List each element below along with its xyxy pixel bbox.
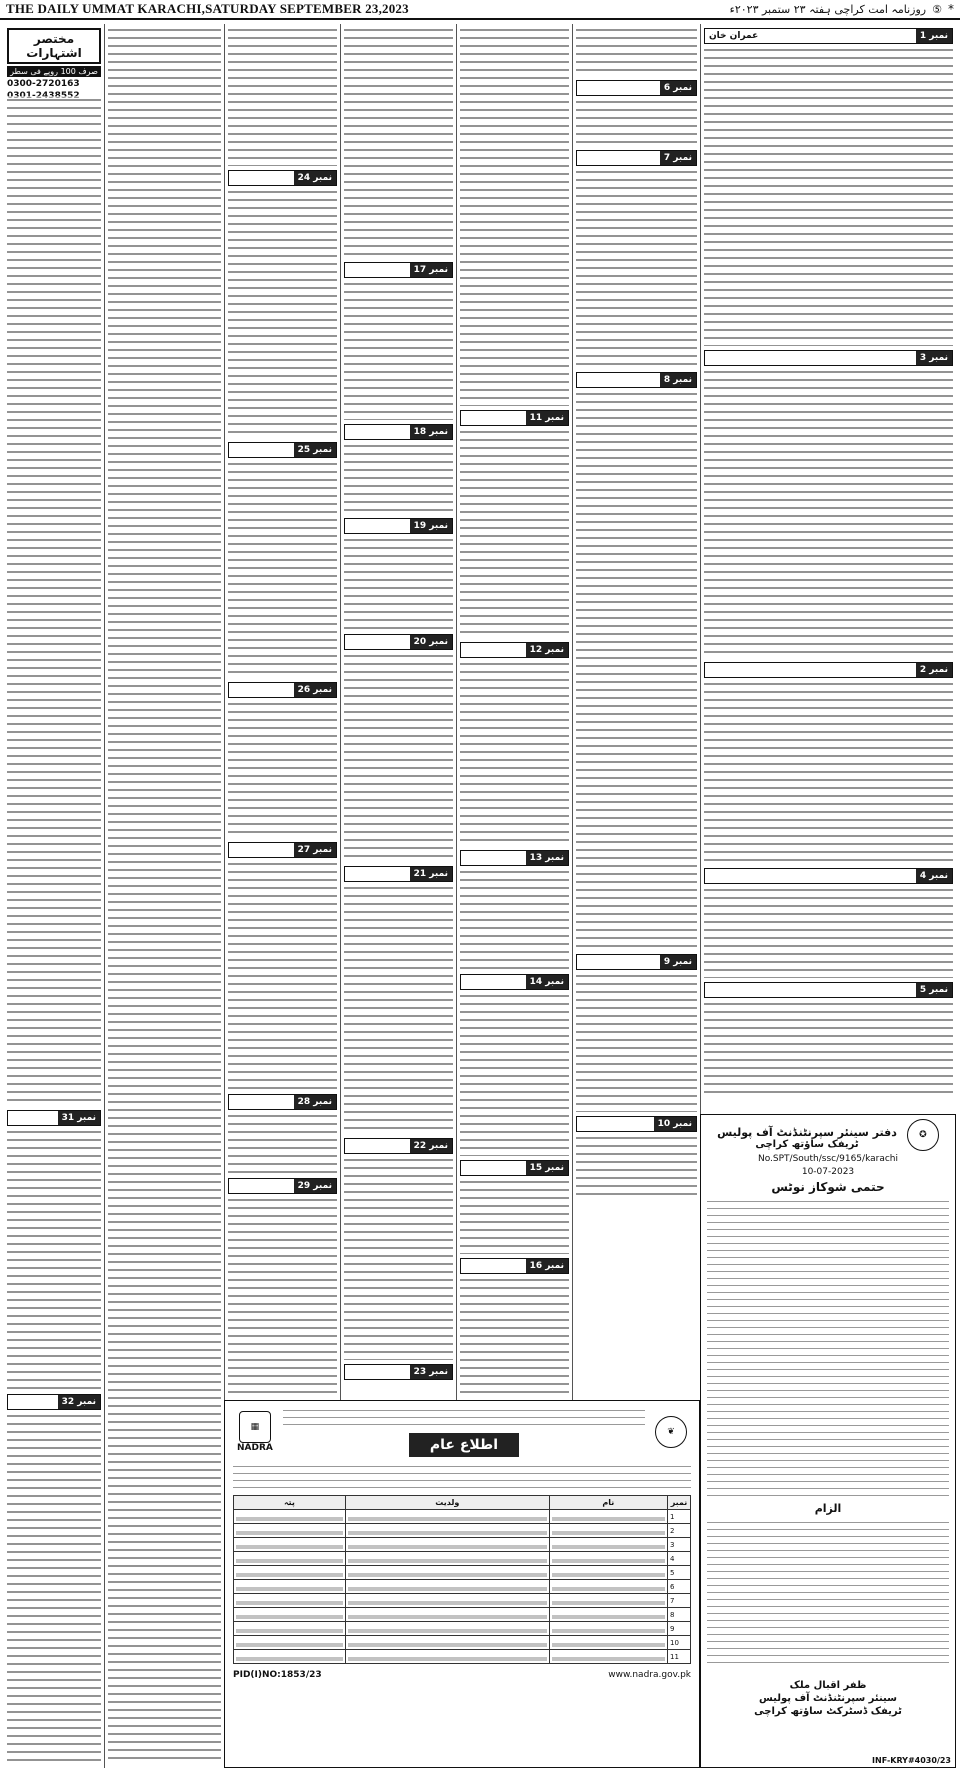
classifieds-section-31-text — [7, 1128, 101, 1390]
news-item-7 — [576, 150, 697, 164]
item-number: نمبر 7 — [660, 151, 696, 165]
table-row: 6 — [234, 1580, 691, 1594]
item-number: نمبر 27 — [294, 843, 336, 857]
nadra-table-body — [234, 1510, 691, 1664]
item-number: نمبر 16 — [526, 1259, 568, 1273]
column-text — [460, 992, 569, 1156]
item-number: نمبر 2 — [916, 663, 952, 677]
police-notice — [700, 1114, 956, 1768]
column-text — [460, 1178, 569, 1254]
news-item-15 — [460, 1160, 569, 1174]
charge-label: الزام — [814, 1502, 842, 1515]
news-item-24 — [228, 170, 337, 184]
classifieds-phone-1: 0300-2720163 — [7, 79, 80, 89]
classifieds-text — [7, 96, 101, 1106]
item-number: نمبر 9 — [660, 955, 696, 969]
newspaper-page — [4, 24, 956, 1768]
nadra-logo — [237, 1411, 273, 1453]
column-text — [228, 1196, 337, 1396]
nadra-website: www.nadra.gov.pk — [608, 1670, 691, 1680]
news-item-29 — [228, 1178, 337, 1192]
column-text — [576, 972, 697, 1112]
item-number: نمبر 17 — [410, 263, 452, 277]
news-item-28 — [228, 1094, 337, 1108]
item-number: نمبر 23 — [410, 1365, 452, 1379]
masthead-urdu — [730, 2, 954, 16]
notice-body — [707, 1198, 949, 1498]
classifieds-section-31 — [7, 1110, 101, 1124]
news-item-17 — [344, 262, 453, 276]
pid-number: PID(I)NO:1853/23 — [233, 1670, 322, 1680]
news-item-25 — [228, 442, 337, 456]
notice-date: 10-07-2023 — [801, 1167, 855, 1177]
item-number: نمبر 24 — [294, 171, 336, 185]
item-number: نمبر 25 — [294, 443, 336, 457]
table-row: 9 — [234, 1622, 691, 1636]
col-header-parentage: ولدیت — [345, 1496, 549, 1510]
nadra-header-lines — [283, 1407, 645, 1427]
item-number: نمبر 4 — [916, 869, 952, 883]
column-text — [228, 460, 337, 678]
news-item-12 — [460, 642, 569, 656]
item-number: نمبر 10 — [654, 1117, 696, 1131]
column-text — [460, 660, 569, 846]
news-item-5 — [704, 982, 953, 996]
column-text — [344, 884, 453, 1134]
column-text — [704, 680, 953, 864]
item-number: نمبر 28 — [294, 1095, 336, 1109]
news-column-b — [104, 24, 224, 1768]
col-header-address: پتہ — [234, 1496, 346, 1510]
table-row: 4 — [234, 1552, 691, 1566]
column-text — [576, 98, 697, 146]
police-emblem-icon: ✪ — [907, 1119, 939, 1151]
inf-number: INF-KRY#4030/23 — [872, 1756, 951, 1765]
page-number: ⑤ — [932, 2, 942, 16]
column-text — [108, 26, 221, 1764]
table-row: 2 — [234, 1524, 691, 1538]
column-text — [704, 1000, 953, 1096]
column-text — [228, 700, 337, 838]
item-number: نمبر 13 — [526, 851, 568, 865]
charge-body — [707, 1519, 949, 1669]
masthead — [0, 0, 960, 20]
news-item-9 — [576, 954, 697, 968]
column-text — [344, 26, 453, 258]
nadra-notice — [224, 1400, 700, 1768]
classifieds-column — [4, 24, 104, 1768]
col-header-number: نمبر — [668, 1496, 691, 1510]
news-item-8 — [576, 372, 697, 386]
news-item-13 — [460, 850, 569, 864]
column-text — [576, 390, 697, 950]
item-number: نمبر 29 — [294, 1179, 336, 1193]
news-item-14 — [460, 974, 569, 988]
column-text — [228, 1112, 337, 1174]
table-row: 10 — [234, 1636, 691, 1650]
news-item-18 — [344, 424, 453, 438]
item-number: نمبر 8 — [660, 373, 696, 387]
news-item-20 — [344, 634, 453, 648]
classifieds-section-32-text — [7, 1412, 101, 1764]
column-text — [228, 26, 337, 166]
section-number: نمبر 32 — [58, 1395, 100, 1409]
news-item-4 — [704, 868, 953, 882]
nadra-logo-icon: ▦ — [239, 1411, 271, 1443]
column-text — [344, 536, 453, 630]
table-row: 1 — [234, 1510, 691, 1524]
column-text — [704, 886, 953, 978]
signature-unit: ٹریفک ڈسٹرکٹ ساؤتھ کراچی — [754, 1706, 902, 1717]
table-row: 11 — [234, 1650, 691, 1664]
column-text — [344, 280, 453, 420]
item-number: نمبر 1 — [916, 29, 952, 43]
classifieds-title: مختصر اشتہارات — [7, 28, 101, 64]
news-item-22 — [344, 1138, 453, 1152]
item-number: نمبر 6 — [660, 81, 696, 95]
news-item-1 — [704, 28, 953, 42]
news-item-19 — [344, 518, 453, 532]
signature-role: سینئر سپرنٹنڈنٹ آف پولیس — [759, 1693, 897, 1704]
section-number: نمبر 31 — [58, 1111, 100, 1125]
column-text — [460, 26, 569, 406]
government-emblem-icon: ❦ — [655, 1416, 687, 1448]
column-text — [228, 188, 337, 438]
column-text — [460, 868, 569, 970]
news-item-26 — [228, 682, 337, 696]
table-row: 8 — [234, 1608, 691, 1622]
item-number: نمبر 12 — [526, 643, 568, 657]
signature-name: ظفر اقبال ملک — [789, 1680, 867, 1691]
column-text — [228, 860, 337, 1090]
item-number: نمبر 22 — [410, 1139, 452, 1153]
news-item-23 — [344, 1364, 453, 1378]
classifieds-rate: صرف 100 روپے فی سطر — [7, 66, 101, 77]
nadra-intro-text — [233, 1463, 691, 1489]
column-text — [576, 1134, 697, 1196]
classifieds-header — [7, 28, 101, 92]
column-text — [344, 442, 453, 514]
public-notice-banner: اطلاع عام — [409, 1433, 519, 1457]
table-row: 7 — [234, 1594, 691, 1608]
item-number: نمبر 15 — [526, 1161, 568, 1175]
column-text — [704, 368, 953, 658]
news-item-16 — [460, 1258, 569, 1272]
masthead-english-date: THE DAILY UMMAT KARACHI,SATURDAY SEPTEMBER 23,2023 — [6, 1, 409, 16]
news-item-11 — [460, 410, 569, 424]
item-number: نمبر 3 — [916, 351, 952, 365]
column-text — [576, 168, 697, 368]
nadra-table — [233, 1495, 691, 1664]
police-notice-title: دفتر سینئر سپرنٹنڈنٹ آف پولیس — [717, 1126, 897, 1139]
table-row: 5 — [234, 1566, 691, 1580]
notice-reference: No.SPT/South/ssc/9165/karachi — [757, 1154, 899, 1164]
item-number: نمبر 20 — [410, 635, 452, 649]
masthead-urdu-date: روزنامہ امت کراچی ہفتہ ۲۳ ستمبر ۲۰۲۳ء — [729, 2, 927, 16]
signature-block — [701, 1679, 955, 1718]
star-icon: * — [948, 2, 954, 16]
news-item-27 — [228, 842, 337, 856]
column-text — [344, 1156, 453, 1360]
item-title: عمران خان — [709, 31, 759, 41]
show-cause-title: حتمی شوکاز نوٹس — [771, 1180, 885, 1194]
item-number: نمبر 14 — [526, 975, 568, 989]
news-item-10 — [576, 1116, 697, 1130]
item-number: نمبر 21 — [410, 867, 452, 881]
nadra-logo-text: NADRA — [237, 1443, 273, 1453]
item-number: نمبر 5 — [916, 983, 952, 997]
column-text — [344, 652, 453, 862]
item-number: نمبر 18 — [410, 425, 452, 439]
column-text — [576, 26, 697, 76]
column-text — [460, 428, 569, 638]
col-header-name: نام — [549, 1496, 667, 1510]
news-item-2 — [704, 662, 953, 676]
item-number: نمبر 26 — [294, 683, 336, 697]
police-notice-subtitle: ٹریفک ساؤتھ کراچی — [755, 1139, 859, 1150]
news-item-6 — [576, 80, 697, 94]
classifieds-section-32 — [7, 1394, 101, 1408]
table-row: 3 — [234, 1538, 691, 1552]
item-number: نمبر 11 — [526, 411, 568, 425]
column-text — [704, 46, 953, 346]
news-item-21 — [344, 866, 453, 880]
news-item-3 — [704, 350, 953, 364]
item-number: نمبر 19 — [410, 519, 452, 533]
column-text — [460, 1276, 569, 1396]
